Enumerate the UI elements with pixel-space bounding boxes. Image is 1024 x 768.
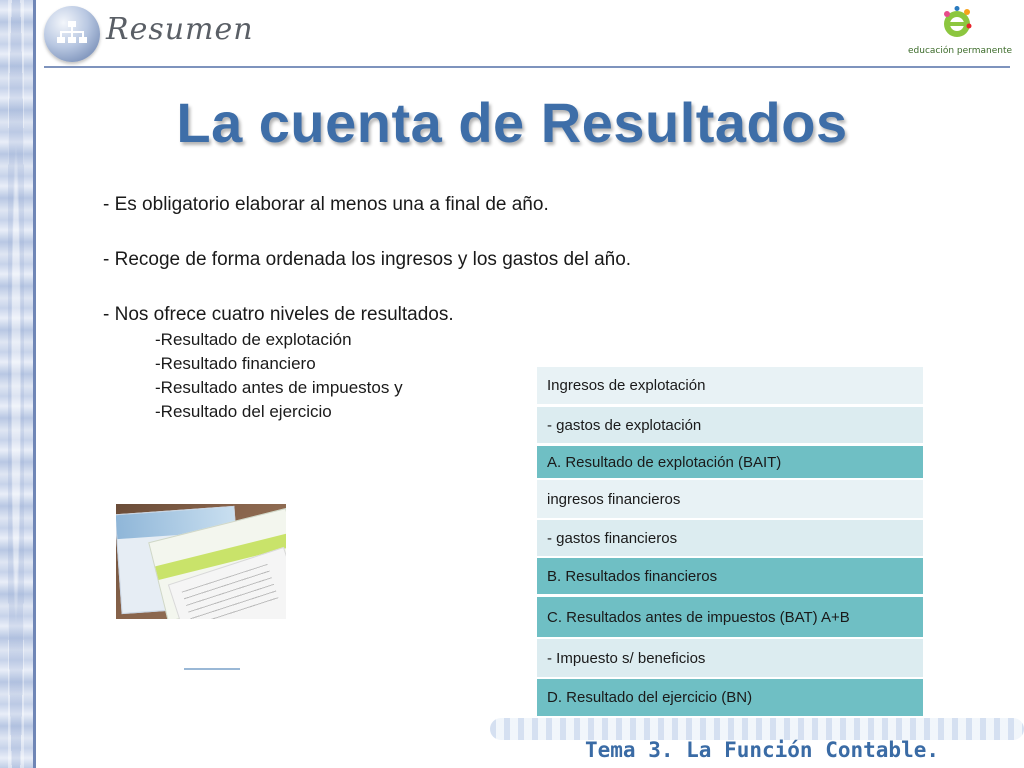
sub-item: -Resultado de explotación — [155, 330, 352, 349]
bullet-item: - Es obligatorio elaborar al menos una a final de año. — [103, 194, 549, 215]
slide-title: La cuenta de Resultados — [176, 91, 848, 154]
sub-item: -Resultado del ejercicio — [155, 402, 332, 421]
bullet-item: - Recoge de forma ordenada los ingresos y los gastos del año. — [103, 249, 632, 270]
section-label: Resumen — [106, 12, 254, 47]
documents-photo — [116, 504, 286, 619]
footer-title: Tema 3. La Función Contable. — [585, 738, 940, 762]
table-row: B. Resultados financieros — [537, 558, 923, 594]
table-row: - gastos financieros — [537, 520, 923, 556]
footer-decoration — [490, 718, 1024, 740]
logo-text: educación permanente — [907, 46, 1013, 56]
table-row: - Impuesto s/ beneficios — [537, 639, 923, 677]
org-chart-icon — [44, 6, 100, 62]
educacion-permanente-logo — [904, 4, 1016, 60]
decorative-line — [184, 668, 240, 670]
bullet-item: - Nos ofrece cuatro niveles de resultados. — [103, 304, 454, 325]
table-row: - gastos de explotación — [537, 407, 923, 443]
logo-e-icon — [942, 6, 972, 40]
table-row: A. Resultado de explotación (BAIT) — [537, 446, 923, 478]
header-divider — [44, 66, 1010, 68]
sub-item: -Resultado financiero — [155, 354, 316, 373]
sub-item: -Resultado antes de impuestos y — [155, 378, 403, 397]
table-row: ingresos financieros — [537, 480, 923, 518]
table-row: C. Resultados antes de impuestos (BAT) A+B — [537, 597, 923, 637]
table-row: D. Resultado del ejercicio (BN) — [537, 679, 923, 716]
table-row: Ingresos de explotación — [537, 367, 923, 404]
